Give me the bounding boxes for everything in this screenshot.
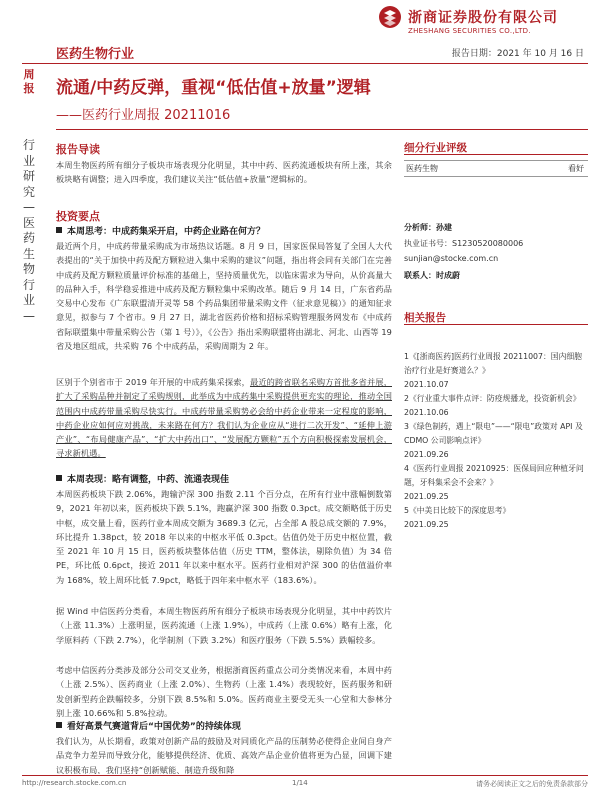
- bullet-weekly-performance: [56, 472, 229, 485]
- related-reports-list: [404, 350, 588, 532]
- side-vertical-label: 行业研究—医药生物行业—: [22, 138, 35, 323]
- related-report-item[interactable]: 3《绿色制药，遇上“限电”——“限电”政策对 API 及 CDMO 公司影响点评》: [404, 422, 583, 445]
- analyst-license: 执业证书号：S1230520080006: [404, 239, 524, 248]
- paragraph-key-companies: 考虑中信医药分类涉及部分公司交叉业务，根据浙商医药重点公司分类情况来看，本周中药（上涨 2.5%）、医药商业（上涨 2.0%）、生物药（上涨 1.4%）表现较好，医药服务和研发创新型药企跌幅较多，分别下跌 8.5%和 5.0%。医药商业主要受无头一心堂和大参林分别上涨 10.66%和 5.8%拉动。: [56, 665, 392, 718]
- header-bar: [22, 40, 588, 64]
- analyst-line: [404, 222, 452, 233]
- company-logo: [378, 5, 593, 41]
- investment-heading: 投资要点: [56, 210, 100, 223]
- side-label-weekly: 周报: [23, 68, 35, 95]
- contact-label: 联系人：: [404, 271, 436, 280]
- company-name-en: ZHESHANG SECURITIES CO.,LTD.: [408, 27, 531, 35]
- related-report-date: 2021.10.07: [404, 380, 449, 389]
- bullet-square-icon: [56, 722, 62, 728]
- summary-heading: 报告导读: [56, 143, 100, 156]
- related-report-item[interactable]: 1《[浙商医药]医药行业周报 20211007：国内细胞治疗行业是好赛道么？》: [404, 352, 582, 375]
- footer-url[interactable]: http://research.stocke.com.cn: [22, 779, 127, 787]
- report-subtitle: ——医药行业周报 20211016: [56, 108, 231, 123]
- rating-value: 看好: [568, 164, 584, 173]
- paragraph-tcm-outlook: [56, 375, 392, 461]
- analyst-email[interactable]: sunjian@stocke.com.cn: [404, 254, 499, 263]
- footer-page-number: 1/14: [292, 779, 308, 787]
- footer-disclaimer: 请务必阅读正文之后的免责条款部分: [476, 780, 588, 788]
- related-heading: 相关报告: [404, 312, 446, 324]
- bullet-china-advantage: [56, 719, 241, 732]
- analyst-name: 孙建: [436, 223, 452, 232]
- footer-divider: [22, 775, 588, 776]
- report-date: 报告日期：2021 年 10 月 16 日: [451, 49, 584, 59]
- paragraph-sector-performance: 本周医药板块下跌 2.06%，跑输沪深 300 指数 2.11 个百分点，在所有行业中涨幅倒数第 9，2021 年初以来，医药板块下跌 5.1%，跑赢沪深 300 指数 0.3pct。成交额略低于历史中枢，成交量上看，医药行业本周成交额为 3689.3 亿元，占全部 A 股总成交额的 7.9%，环比提升 1.38pct，较 2018 年以来的中枢水平低 0.3pct。估值仍处于历史中枢位置，截至 2021 年 10 月 15 日，医药板块整体估值（历史 TTM，整体法，剔除负值）为 34 倍 PE，环比低 0.6pct，接近 2011 年以来中枢水平。医药行业相对沪深 300 的估值溢价率为 168%，较上周环比低 7.9pct，略低于四年来中枢水平（183.6%）。: [56, 489, 392, 585]
- related-report-date: 2021.09.25: [404, 520, 449, 529]
- bullet-weekly-thought: [56, 224, 265, 237]
- bullet-china-advantage-text: 看好高景气赛道背后“中国优势”的持续体现: [67, 722, 241, 732]
- related-report-date: 2021.09.26: [404, 450, 449, 459]
- paragraph-tcm-outlook-intro: 区别于个别省市于 2019 年开展的中成药集采探索，: [56, 377, 250, 387]
- title-divider: [56, 129, 588, 130]
- paragraph-long-term-view: 我们认为，从长期看，政策对创新产品的鼓励及对同质化产品的压制势必使得企业间自身产品竞争力差异而导致分化，能够提供经济、优质、高效产品企业价值将更为凸显，回调下建议积极布局，我们坚持“创新赋能、制造升级和降: [56, 736, 392, 774]
- related-report-date: 2021.09.25: [404, 492, 449, 501]
- logo-mark-icon: [378, 5, 402, 29]
- rating-industry: 医药生物: [406, 164, 438, 173]
- industry-label: 医药生物行业: [56, 47, 135, 62]
- rating-bottom-divider: [404, 176, 588, 177]
- bullet-square-icon: [56, 227, 62, 233]
- related-report-item[interactable]: 5《中美日比较下的深度思考》: [404, 506, 511, 515]
- bullet-weekly-performance-text: 本周表现：略有调整，中药、流通表现佳: [67, 475, 230, 485]
- contact-name: 时成蔚: [436, 271, 460, 280]
- bullet-weekly-thought-text: 本周思考：中成药集采开启，中药企业路在何方？: [67, 227, 266, 237]
- rating-divider: [404, 154, 588, 155]
- summary-text: 本周生物医药所有细分子板块市场表现分化明显，其中中药、医药流通板块有所上涨，其余板块略有调整；进入四季度，我们建议关注“低估值+放量”逻辑标的。: [56, 160, 392, 185]
- related-divider: [404, 324, 588, 325]
- company-name-cn: 浙商证券股份有限公司: [408, 10, 558, 26]
- related-report-item[interactable]: 2《行业重大事件点评：防疫规播龙，投资新机会》2021.10.06: [404, 394, 581, 417]
- bullet-square-icon: [56, 475, 62, 481]
- rating-heading: 细分行业评级: [404, 142, 467, 154]
- paragraph-tcm-outlook-highlight: 最近的跨省联名采购方首批多省并展，扩大了采购品种并制定了采购规则，此举成为中成药集中采购提供更充实的理论，推动全国范围内中成药带量采购尽快实行。中成药带量采购势必会给中药企业带来一定程度的影响，中药企业应如何应对挑战，未来路在何方？我们认为企业应从“进行二次开发”、“延伸上游产业”、“布局健康产品”、“扩大中药出口”、“发展配方颗粒”五个方向积极探索发展机会，寻求新机遇。: [56, 377, 392, 459]
- paragraph-tcm-procurement: 最近两个月，中成药带量采购成为市场热议话题。8 月 9 日，国家医保局答复了全国人大代表提出的“关于加快中药及配方颗粒进入集中采购的建议”问题，指出将会同有关部门在完善中成药及配方颗粒质量评价标准的基础上，坚持质量优先，以临床需求为导向，从价高量大的品种入手，科学稳妥推进中成药及配方颗粒集中采购改革。随后 9 月 14 日，广东省药品交易中心发布《广东联盟清开灵等 58 个药品集团带量采购文件（征求意见稿）》的通知征求意见，拟参与 7 个省市。9 月 27 日，湖北省医药价格和招标采购管理服务网发布《中成药省际联盟集中带量采购公告（第 1 号）》，《公告》指出采购联盟将由湖北、河北、山西等 19 省及地区组成，共采购 76 个中成药品，采购周期为 2 年。: [56, 241, 392, 352]
- paragraph-subsector-wind: 据 Wind 中信医药分类看，本周生物医药所有细分子板块市场表现分化明显，其中中药饮片（上涨 11.3%）上涨明显，医药流通（上涨 1.9%），中成药（上涨 0.6%）略有上涨，化学原料药（下跌 2.7%），化学制剂（下跌 3.2%）和医疗服务（下跌 5.5%）跌幅较多。: [56, 606, 392, 645]
- rating-row: [404, 160, 588, 174]
- analyst-label: 分析师：: [404, 223, 436, 232]
- related-report-item[interactable]: 4《医药行业周报 20210925：医保局回应种植牙问题，牙科集采会不会来？》: [404, 464, 584, 487]
- report-title: 流通/中药反弹，重视“低估值+放量”逻辑: [56, 78, 371, 98]
- contact-line: [404, 270, 460, 281]
